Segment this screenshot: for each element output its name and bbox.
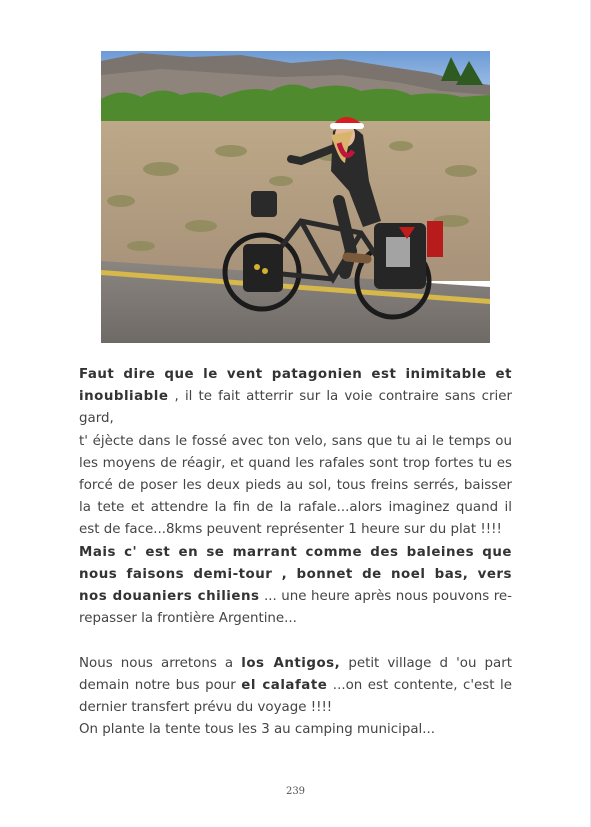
body-text-run: , il te fait atterrir sur la voie contraire sans crier gard, — [79, 389, 512, 427]
body-text-run: On plante la tente tous les 3 au camping municipal... — [79, 722, 436, 738]
bold-text: el calafate — [241, 677, 328, 693]
photo-illustration — [101, 51, 490, 343]
paragraph — [79, 719, 512, 741]
body-text-run: Nous nous arretons a — [79, 655, 242, 671]
body-text-run: petit village d 'ou part demain notre bus pour — [79, 655, 513, 693]
body-text-run: ...on est contente, c'est le dernier transfert prévu du voyage !!!! — [79, 677, 512, 716]
body-text-run: t' éjècte dans le fossé avec ton velo, sans que tu ai le temps ou les moyens de réagir, et quand les rafales sont trop fortes tu es forcé de poser les deux pieds au sol, tous freins serrés, baisser la tete et attendre la fin de la rafale...alors imaginez quand il est de face...8kms peuvent représenter 1 heure sur du plat !!!! — [79, 433, 512, 538]
body-text — [79, 364, 512, 741]
paragraph — [79, 653, 512, 720]
bold-text: Faut dire que le vent patagonien est inimitable et inoubliable — [79, 367, 512, 405]
paragraph — [79, 542, 512, 631]
paragraph-spacer — [79, 630, 512, 652]
page-number: 239 — [285, 786, 306, 797]
cyclist-photo — [101, 51, 490, 343]
bold-text: Mais c' est en se marrant comme des baleines que nous faisons demi-tour , bonnet de noel bas, vers nos douaniers chiliens — [79, 544, 512, 605]
bold-text: los Antigos, — [241, 655, 341, 671]
paragraph — [79, 431, 512, 542]
paragraph — [79, 364, 512, 431]
body-text-run: ... une heure après nous pouvons re-repasser la frontière Argentine... — [79, 589, 512, 627]
